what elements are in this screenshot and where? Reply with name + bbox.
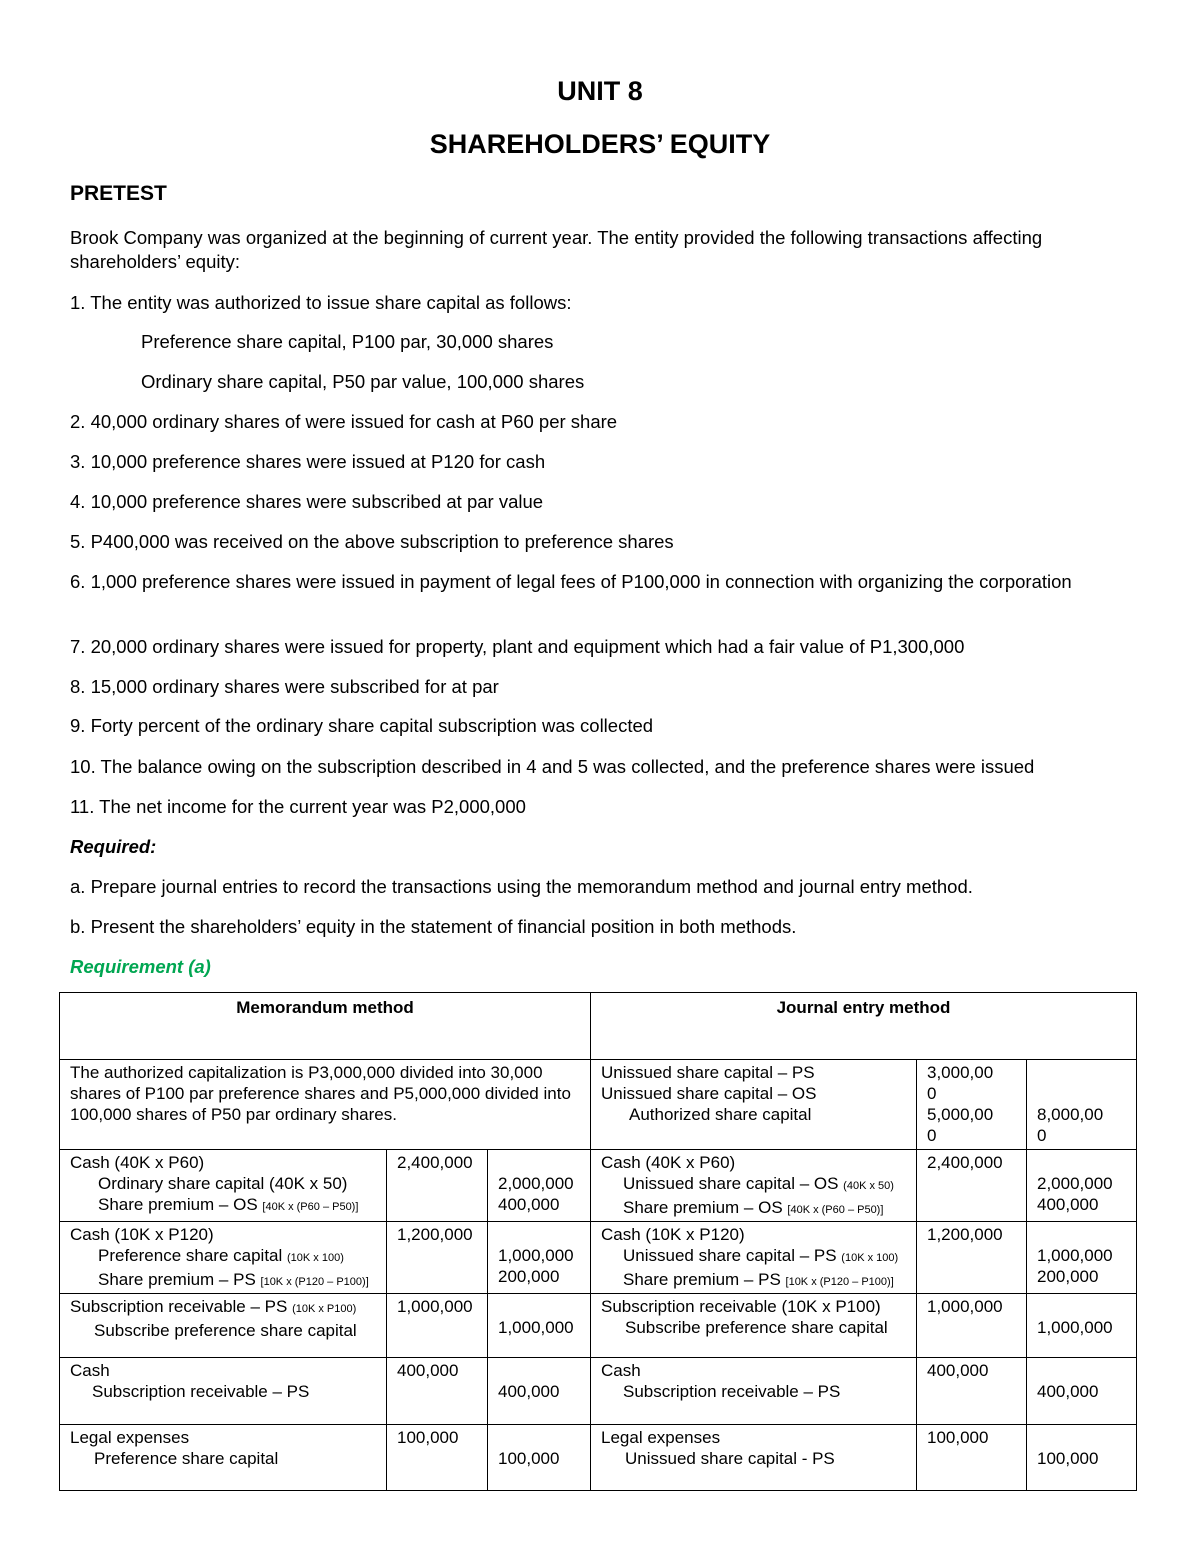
- computation-note: [40K x (P60 – P50)]: [787, 1204, 884, 1216]
- account-line: Cash: [70, 1361, 110, 1380]
- unit-title: UNIT 8: [557, 76, 643, 106]
- required-label: Required:: [70, 836, 157, 857]
- account-line: Subscribe preference share capital: [625, 1318, 888, 1337]
- journal-debit-cell: 100,000: [917, 1425, 1027, 1491]
- memo-credit-cell: 1,000,000: [488, 1294, 591, 1358]
- journal-credit-cell: 8,000,00 0: [1027, 1060, 1137, 1150]
- item-11: 11. The net income for the current year was P2,000,000: [70, 796, 526, 817]
- computation-note: (10K x P120): [114, 1225, 214, 1244]
- requirement-a-text: a. Prepare journal entries to record the transactions using the memorandum method and journal entry method.: [70, 876, 973, 897]
- account-line: Unissued share capital – PS: [623, 1246, 842, 1265]
- journal-debit-cell: 3,000,00 0 5,000,00 0: [917, 1060, 1027, 1150]
- journal-credit-cell: 1,000,000: [1027, 1294, 1137, 1358]
- journal-account-cell: [591, 1060, 917, 1150]
- journal-account-cell: [591, 1222, 917, 1294]
- account-line: Authorized share capital: [629, 1105, 812, 1124]
- item-4: 4. 10,000 preference shares were subscribed at par value: [70, 491, 544, 512]
- journal-entry-method-header: Journal entry method: [591, 993, 1137, 1060]
- item-7: 7. 20,000 ordinary shares were issued for property, plant and equipment which had a fair value of P1,300,000: [70, 636, 965, 657]
- memo-credit-cell: 100,000: [488, 1425, 591, 1491]
- account-line: Subscription receivable – PS: [70, 1297, 293, 1316]
- account-line: Cash: [70, 1225, 115, 1244]
- item-9: 9. Forty percent of the ordinary share capital subscription was collected: [70, 715, 654, 736]
- item-1a: Preference share capital, P100 par, 30,000 shares: [141, 331, 554, 352]
- journal-debit-cell: 1,000,000: [917, 1294, 1027, 1358]
- account-line: Unissued share capital – OS: [623, 1174, 844, 1193]
- table-row: [60, 1060, 1137, 1150]
- table-header-row: [60, 993, 1137, 1060]
- item-2: 2. 40,000 ordinary shares of were issued for cash at P60 per share: [70, 411, 618, 432]
- item-6: 6. 1,000 preference shares were issued in payment of legal fees of P100,000 in connection with organizing the corporation: [70, 571, 1072, 592]
- memo-account-cell: [60, 1358, 387, 1425]
- account-line: Preference share capital: [94, 1449, 279, 1468]
- requirement-b-text: b. Present the shareholders’ equity in the statement of financial position in both methods.: [70, 916, 797, 937]
- account-line: Subscription receivable – PS: [623, 1382, 841, 1401]
- account-line: Cash: [601, 1225, 646, 1244]
- journal-debit-cell: 2,400,000: [917, 1150, 1027, 1222]
- computation-note: (40K x P60): [645, 1153, 736, 1172]
- journal-credit-cell: 1,000,000 200,000: [1027, 1222, 1137, 1294]
- table-row: [60, 1222, 1137, 1294]
- account-line: Share premium – OS: [623, 1198, 788, 1217]
- item-1: 1. The entity was authorized to issue share capital as follows:: [70, 292, 572, 313]
- account-line: Unissued share capital - PS: [625, 1449, 835, 1468]
- account-line: Unissued share capital – OS: [601, 1084, 817, 1103]
- computation-note: (40K x P60): [114, 1153, 205, 1172]
- computation-note: [10K x (P120 – P100)]: [785, 1276, 894, 1288]
- computation-note: [40K x (P60 – P50)]: [262, 1201, 359, 1213]
- requirement-a-label: Requirement (a): [70, 956, 211, 977]
- computation-note: (10K x P100): [292, 1303, 357, 1315]
- memo-credit-cell: 1,000,000 200,000: [488, 1222, 591, 1294]
- item-3: 3. 10,000 preference shares were issued at P120 for cash: [70, 451, 546, 472]
- account-line: Share premium – PS: [623, 1270, 786, 1289]
- item-10: 10. The balance owing on the subscription described in 4 and 5 was collected, and the preference shares were issued: [70, 756, 1035, 777]
- memo-account-cell: [60, 1425, 387, 1491]
- journal-account-cell: [591, 1358, 917, 1425]
- item-5: 5. P400,000 was received on the above subscription to preference shares: [70, 531, 674, 552]
- account-line: Ordinary share capital: [98, 1174, 270, 1193]
- memo-credit-cell: 400,000: [488, 1358, 591, 1425]
- journal-credit-cell: 100,000: [1027, 1425, 1137, 1491]
- computation-note: (10K x 100): [841, 1252, 899, 1264]
- account-line: Subscription receivable – PS: [92, 1382, 310, 1401]
- computation-note: [10K x (P120 – P100)]: [260, 1276, 369, 1288]
- account-line: Share premium – OS: [98, 1195, 263, 1214]
- journal-account-cell: [591, 1150, 917, 1222]
- journal-credit-cell: 2,000,000 400,000: [1027, 1150, 1137, 1222]
- account-line: Legal expenses: [601, 1428, 721, 1447]
- journal-debit-cell: 400,000: [917, 1358, 1027, 1425]
- computation-note: (40K x 50): [843, 1180, 894, 1192]
- account-line: Unissued share capital – PS: [601, 1063, 815, 1082]
- item-8: 8. 15,000 ordinary shares were subscribed for at par: [70, 676, 499, 697]
- account-line: Subscription receivable (10K x P100): [601, 1297, 881, 1316]
- memo-account-cell: [60, 1294, 387, 1358]
- journal-debit-cell: 1,200,000: [917, 1222, 1027, 1294]
- computation-note: (10K x P120): [645, 1225, 745, 1244]
- memo-account-cell: [60, 1150, 387, 1222]
- journal-account-cell: [591, 1425, 917, 1491]
- account-line: Legal expenses: [70, 1428, 190, 1447]
- pretest-heading: PRETEST: [70, 182, 167, 205]
- memo-debit-cell: 2,400,000: [387, 1150, 488, 1222]
- memo-debit-cell: 1,200,000: [387, 1222, 488, 1294]
- table-row: [60, 1150, 1137, 1222]
- table-row: [60, 1425, 1137, 1491]
- account-line: Share premium – PS: [98, 1270, 261, 1289]
- journal-credit-cell: 400,000: [1027, 1358, 1137, 1425]
- memo-account-cell: [60, 1222, 387, 1294]
- memorandum-method-header: Memorandum method: [60, 993, 591, 1060]
- intro-paragraph: Brook Company was organized at the beginning of current year. The entity provided the following transactions affecting shareholders’ equity:: [70, 227, 1048, 272]
- account-line: Subscribe preference share capital: [94, 1321, 357, 1340]
- computation-note: (10K x 100): [287, 1252, 344, 1264]
- account-line: Cash: [601, 1153, 646, 1172]
- computation-note: (40K x 50): [269, 1174, 348, 1193]
- memo-debit-cell: 400,000: [387, 1358, 488, 1425]
- memo-credit-cell: 2,000,000 400,000: [488, 1150, 591, 1222]
- account-line: Preference share capital: [98, 1246, 287, 1265]
- item-1b: Ordinary share capital, P50 par value, 100,000 shares: [141, 371, 585, 392]
- journal-account-cell: [591, 1294, 917, 1358]
- subject-title: SHAREHOLDERS’ EQUITY: [429, 129, 771, 159]
- table-row: [60, 1294, 1137, 1358]
- table-row: [60, 1358, 1137, 1425]
- account-line: Cash: [70, 1153, 115, 1172]
- memo-debit-cell: 1,000,000: [387, 1294, 488, 1358]
- journal-entries-table: [59, 992, 1137, 1491]
- memo-debit-cell: 100,000: [387, 1425, 488, 1491]
- account-line: Cash: [601, 1361, 641, 1380]
- memo-authorized-capitalization: The authorized capitalization is P3,000,000 divided into 30,000 shares of P100 par preference shares and P5,000,000 divided into 100,000 shares of P50 par ordinary shares.: [60, 1060, 591, 1150]
